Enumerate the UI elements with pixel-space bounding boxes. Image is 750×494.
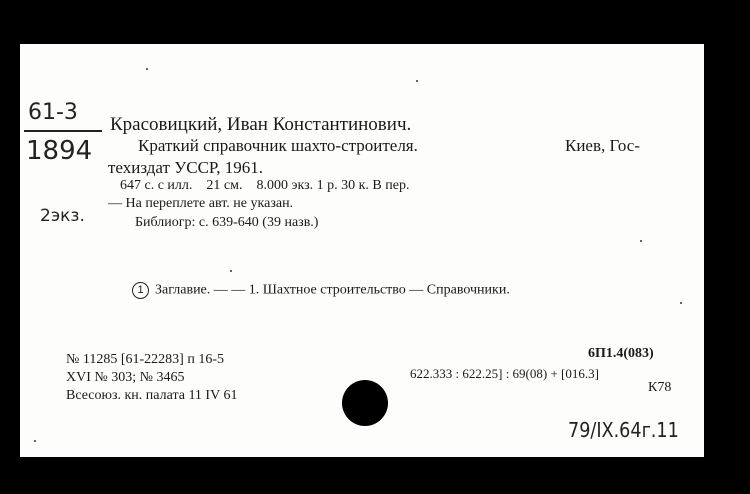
tracing-line: [132, 282, 510, 299]
entry-author: Красовицкий, Иван Константинович.: [110, 114, 412, 135]
catalog-card: [20, 44, 704, 457]
speck: [146, 68, 148, 70]
speck: [416, 80, 418, 82]
callnumber-top: 61-3: [28, 100, 78, 125]
footer-left-line1: № 11285 [61-22283] п 16-5: [66, 352, 224, 367]
callnumber-copies: 2экз.: [40, 206, 85, 226]
punch-hole: [342, 380, 388, 426]
entry-note-binding: — На переплете авт. не указан.: [108, 196, 294, 211]
footer-right-classification: 6П1.4(083): [588, 346, 654, 361]
footer-left-line3: Всесоюз. кн. палата 11 IV 61: [66, 388, 238, 403]
entry-title-line2: техиздат УССР, 1961.: [108, 158, 263, 177]
callnumber-divider: [24, 130, 102, 132]
entry-title-line1: Краткий справочник шахто-строителя.: [138, 136, 418, 155]
handwritten-accession: 79/IX.64г.11: [568, 418, 679, 442]
entry-place: Киев, Гос-: [565, 136, 640, 155]
speck: [230, 270, 232, 272]
footer-right-udc: 622.333 : 622.25] : 69(08) + [016.3]: [410, 366, 599, 381]
speck: [680, 302, 682, 304]
footer-right-author-mark: К78: [648, 380, 672, 395]
speck: [640, 240, 642, 242]
entry-note-bibliography: Библиогр: с. 639-640 (39 назв.): [135, 215, 319, 230]
speck: [34, 440, 36, 442]
tracing-text: Заглавие. — — 1. Шахтное строительство — Справочники.: [155, 282, 510, 298]
entry-collation: 647 с. с илл. 21 см. 8.000 экз. 1 р. 30 к. В пер.: [120, 178, 410, 193]
callnumber-bottom: 1894: [26, 136, 93, 166]
tracing-marker: 1: [132, 282, 149, 299]
footer-left-line2: XVI № 303; № 3465: [66, 370, 185, 385]
